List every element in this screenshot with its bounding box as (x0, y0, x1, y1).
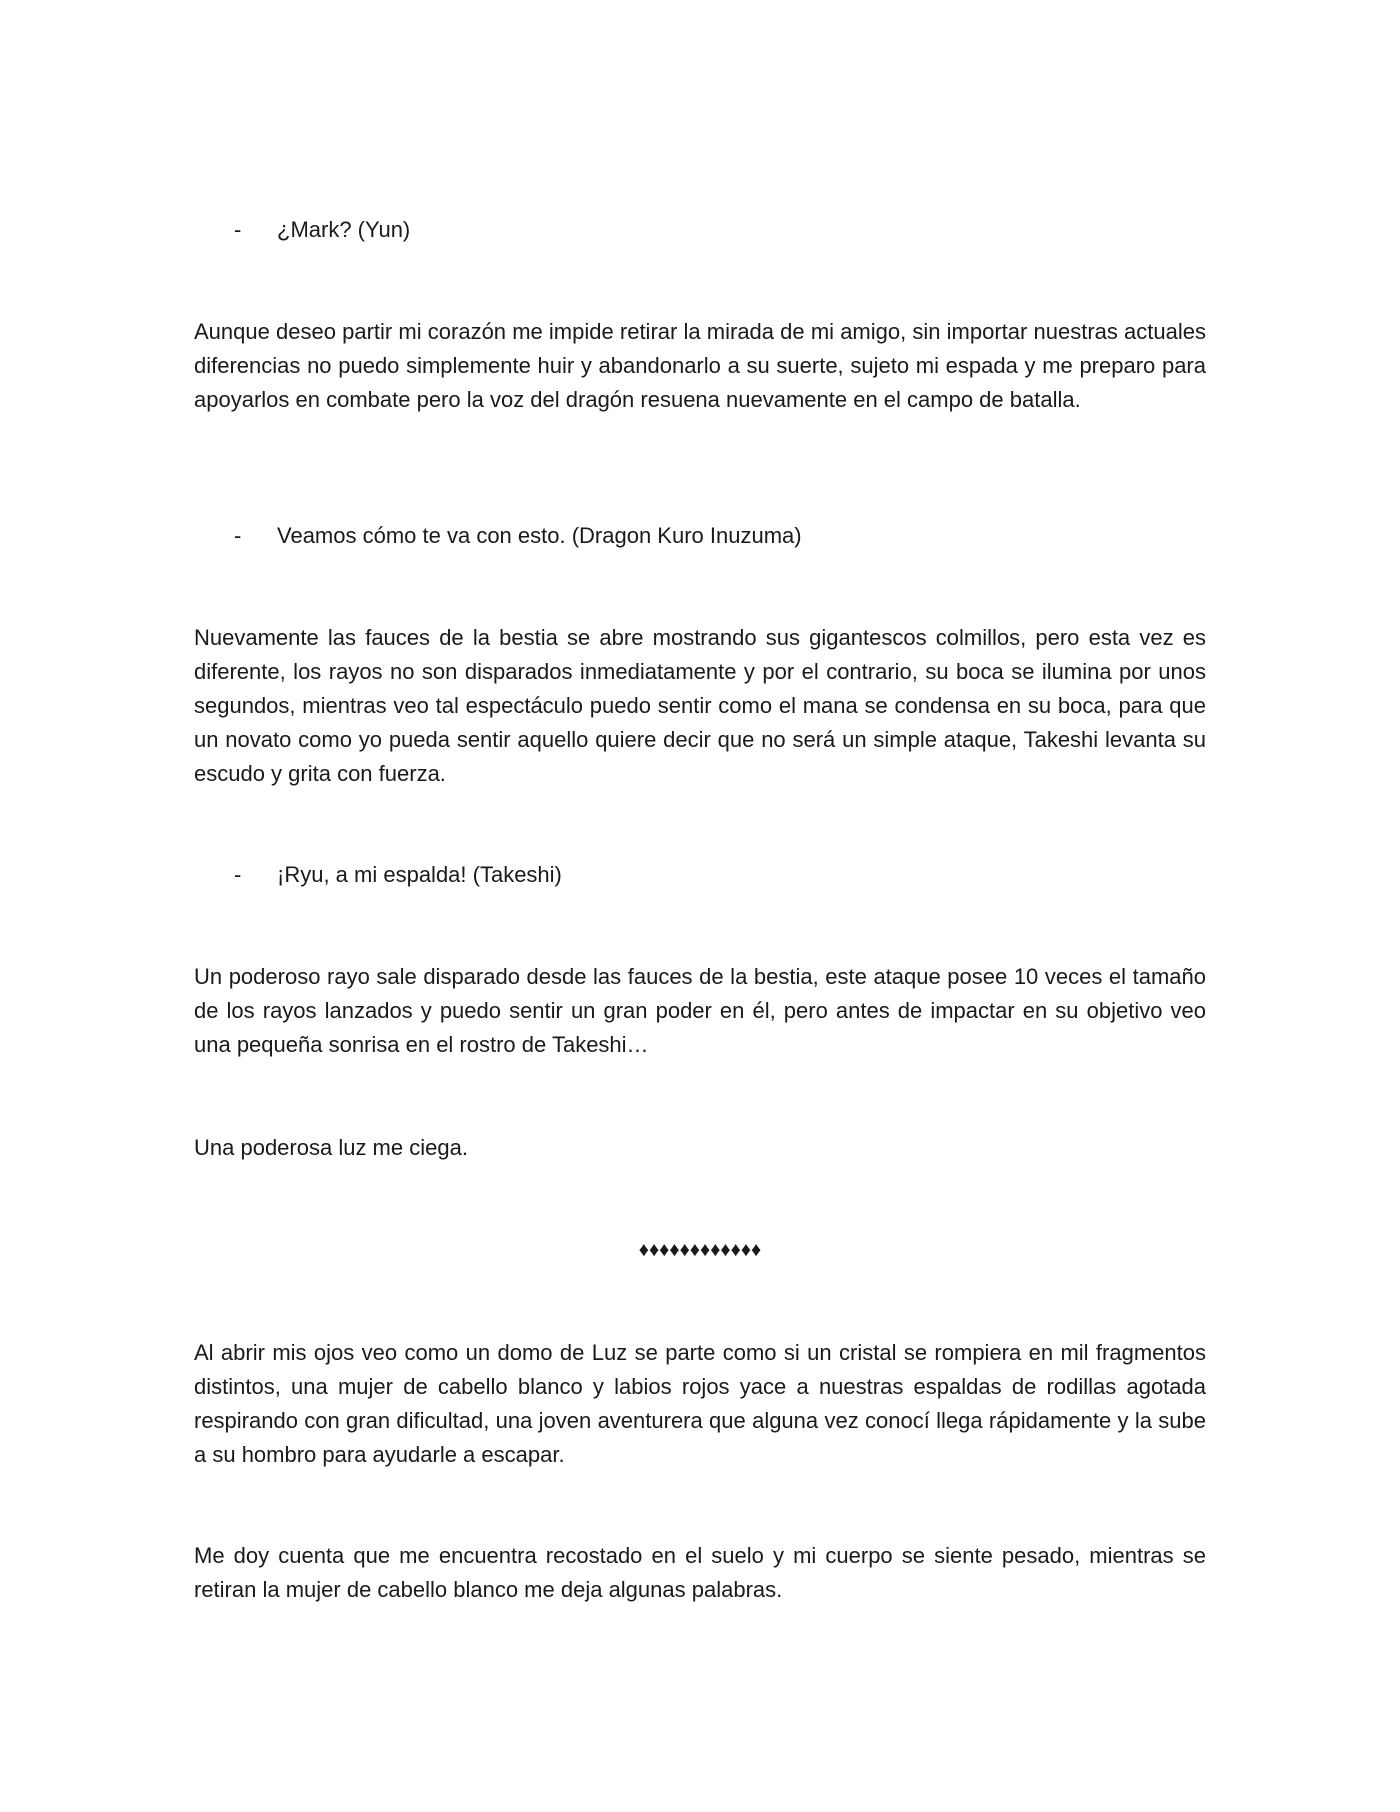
dialog-line-takeshi (234, 858, 1194, 892)
paragraph-4: Una poderosa luz me ciega. (194, 1135, 468, 1160)
dialog-line-yun (234, 213, 1194, 247)
paragraph-3: Un poderoso rayo sale disparado desde las fauces de la bestia, este ataque posee 10 veces el tamaño de los rayos lanzados y puedo sentir un gran poder en él, pero antes de impactar en su objetivo veo una pequeña sonrisa en el rostro de Takeshi… (194, 964, 1206, 1057)
dialog-dash: - (234, 523, 242, 548)
paragraph-6: Me doy cuenta que me encuentra recostado en el suelo y mi cuerpo se siente pesado, mientras se retiran la mujer de cabello blanco me deja algunas palabras. (194, 1543, 1206, 1602)
dialog-dash: - (234, 217, 242, 242)
paragraph-2: Nuevamente las fauces de la bestia se abre mostrando sus gigantescos colmillos, pero esta vez es diferente, los rayos no son disparados inmediatamente y por el contrario, su boca se ilumina por unos segundos, mientras veo tal espectáculo puedo sentir como el mana se condensa en su boca, para que un novato como yo pueda sentir aquello quiere decir que no será un simple ataque, Takeshi levanta su escudo y grita con fuerza. (194, 625, 1206, 786)
dialog-text: ¡Ryu, a mi espalda! (Takeshi) (277, 862, 562, 887)
scene-separator: ♦♦♦♦♦♦♦♦♦♦♦♦ (638, 1239, 762, 1261)
paragraph-1: Aunque deseo partir mi corazón me impide retirar la mirada de mi amigo, sin importar nuestras actuales diferencias no puedo simplemente huir y abandonarlo a su suerte, sujeto mi espada y me preparo para apoyarlos en combate pero la voz del dragón resuena nuevamente en el campo de batalla. (194, 319, 1206, 412)
dialog-line-dragon (234, 519, 1194, 553)
dialog-text: ¿Mark? (Yun) (277, 217, 411, 242)
paragraph-5: Al abrir mis ojos veo como un domo de Luz se parte como si un cristal se rompiera en mil fragmentos distintos, una mujer de cabello blanco y labios rojos yace a nuestras espaldas de rodillas agotada respirando con gran dificultad, una joven aventurera que alguna vez conocí llega rápidamente y la sube a su hombro para ayudarle a escapar. (194, 1340, 1206, 1467)
dialog-dash: - (234, 862, 242, 887)
dialog-text: Veamos cómo te va con esto. (Dragon Kuro Inuzuma) (277, 523, 802, 548)
